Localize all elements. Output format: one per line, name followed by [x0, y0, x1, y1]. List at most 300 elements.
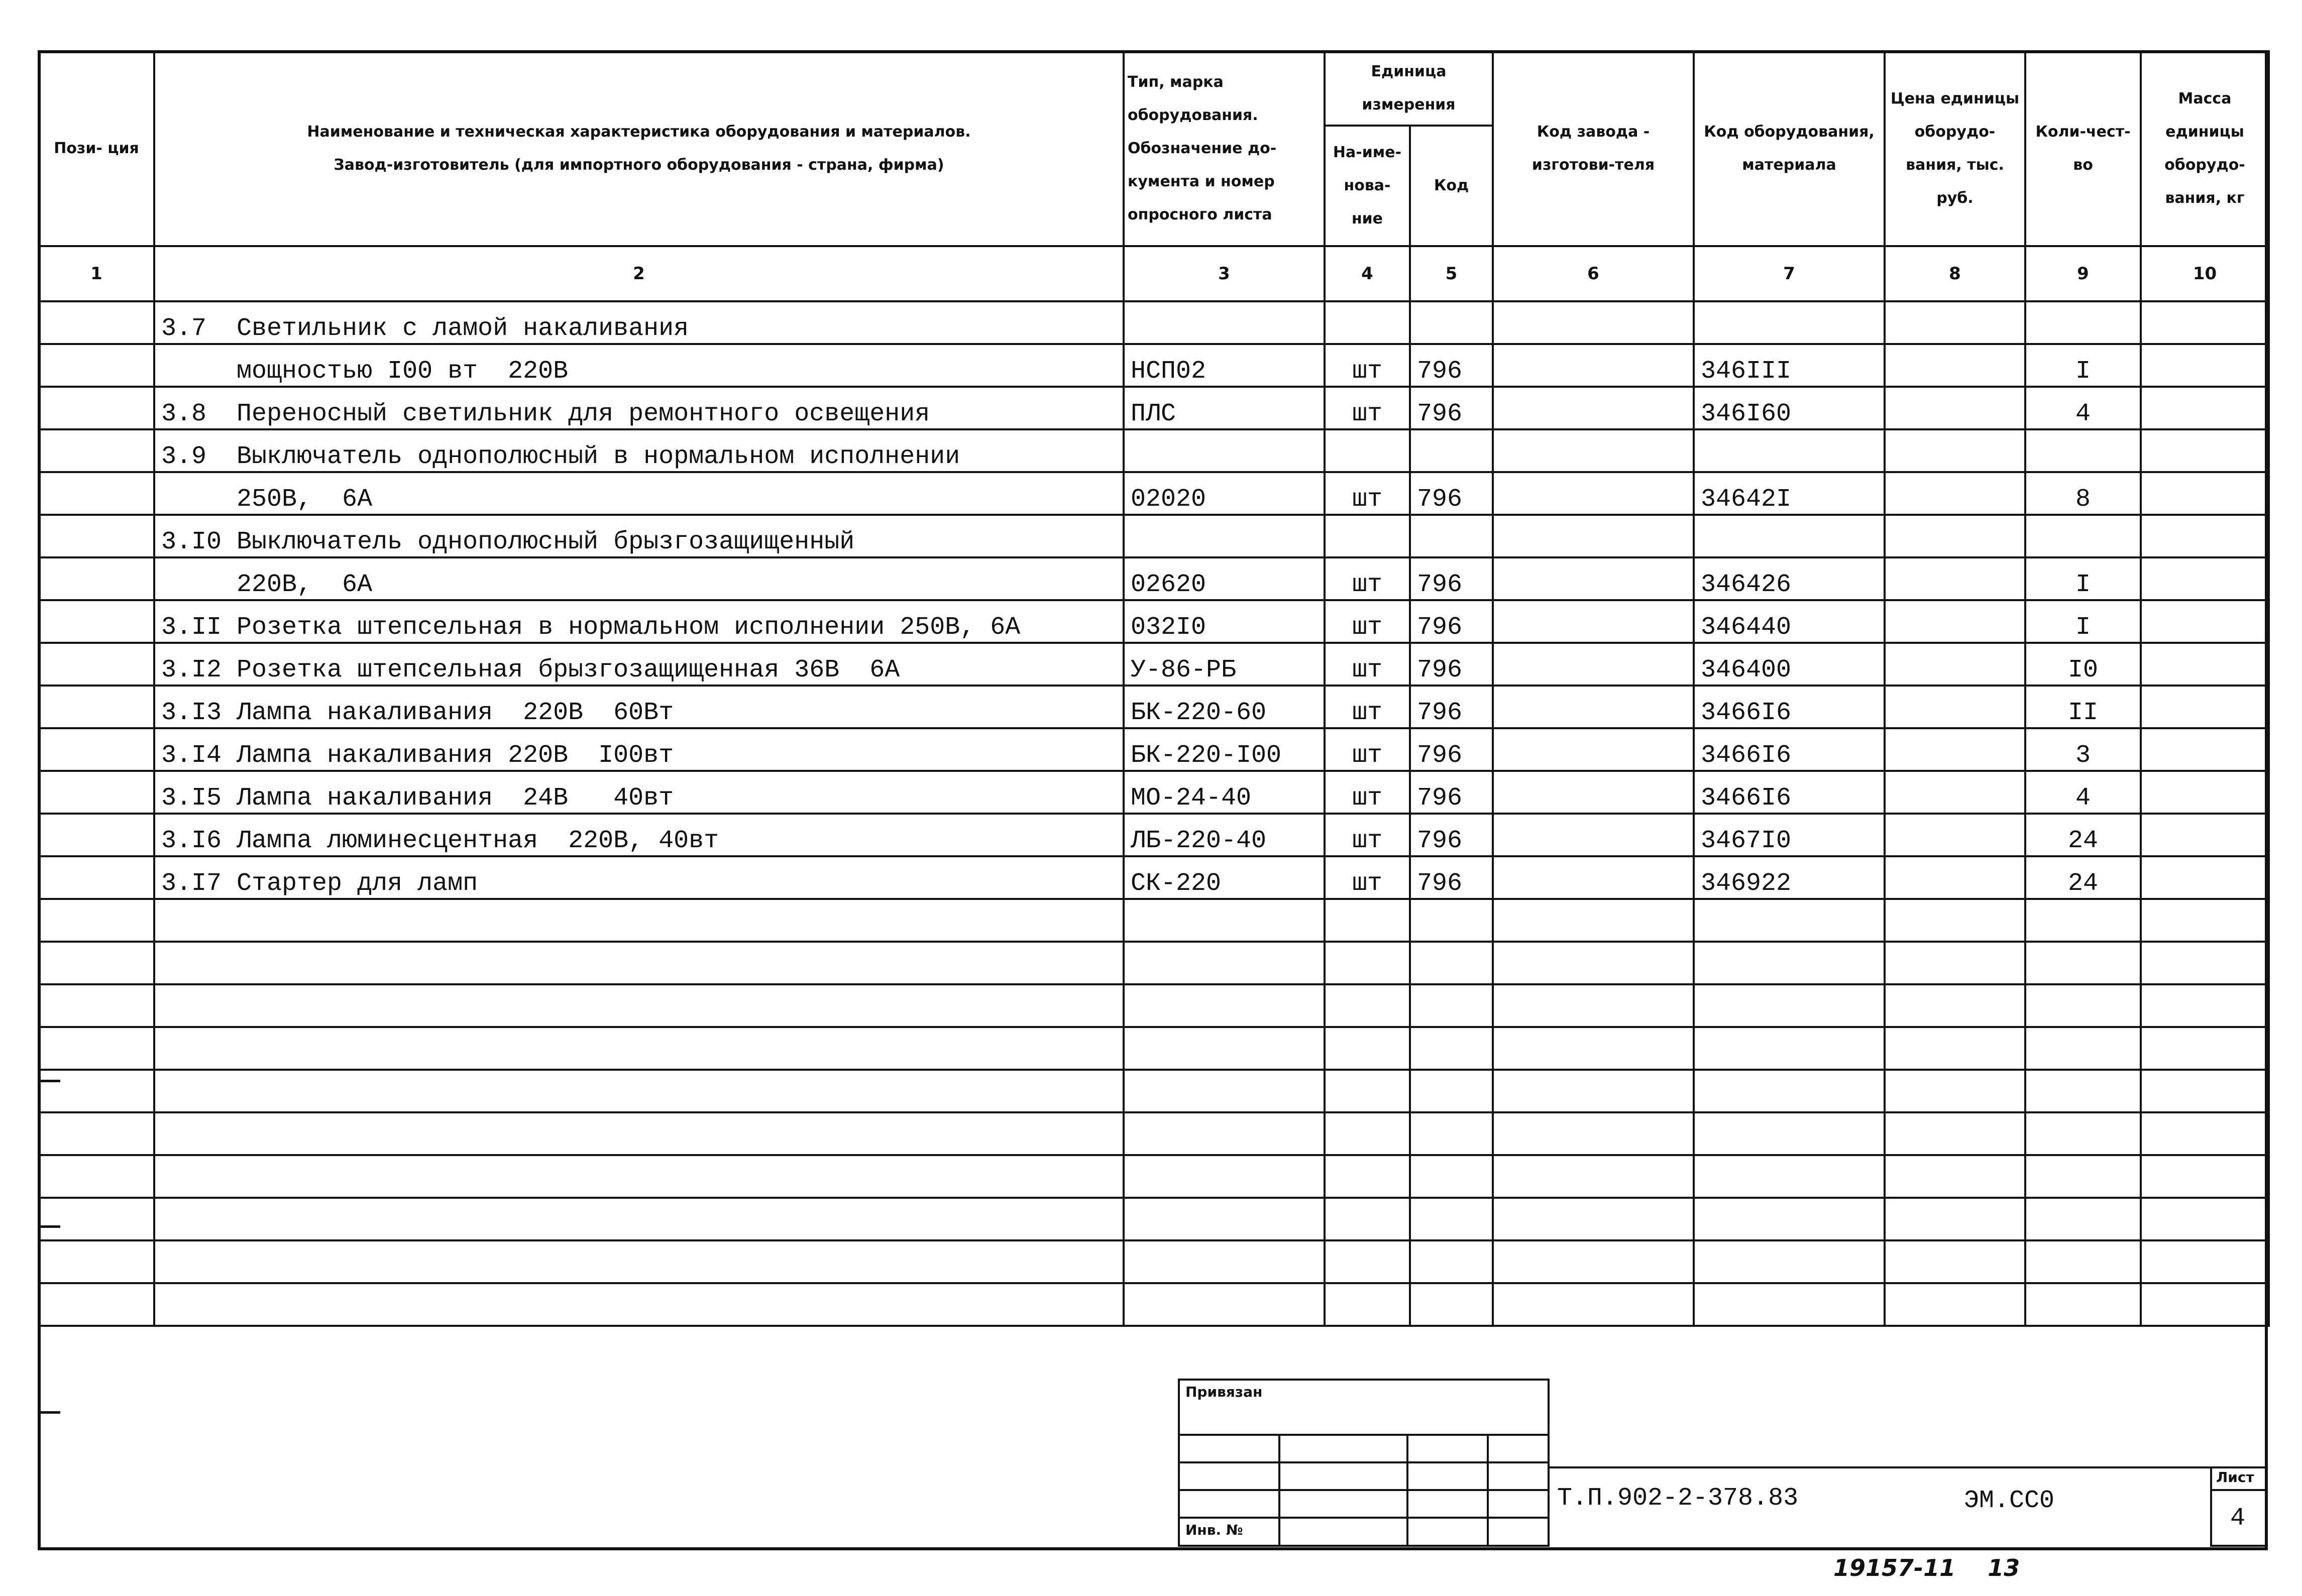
cell-mass	[2141, 557, 2269, 600]
cell-name: 220В, 6А	[154, 557, 1124, 600]
tb-line	[1178, 1489, 1550, 1491]
empty-cell	[2025, 984, 2141, 1027]
cell-code: 796	[1410, 643, 1493, 686]
sheet-number: 4	[2230, 1504, 2246, 1533]
cell-name: 3.I3 Лампа накаливания 220В 60Вт	[154, 686, 1124, 728]
cell-type: У-86-РБ	[1124, 643, 1325, 686]
cell-code: 796	[1410, 557, 1493, 600]
cell-name: 250В, 6А	[154, 472, 1124, 515]
empty-cell	[1885, 1112, 2025, 1155]
header-name-line1: Наименование и техническая характеристика оборудования и материалов.	[307, 123, 971, 141]
tb-line	[1278, 1434, 1280, 1547]
cell-name: 3.I2 Розетка штепсельная брызгозащищенная 36В 6А	[154, 643, 1124, 686]
cell-code: 796	[1410, 771, 1493, 814]
empty-cell	[1493, 899, 1694, 942]
cell-qty	[2025, 515, 2141, 557]
cell-name: 3.I7 Стартер для ламп	[154, 856, 1124, 899]
cell-type: МО-24-40	[1124, 771, 1325, 814]
empty-cell	[1124, 1198, 1325, 1240]
cell-fac	[1493, 814, 1694, 856]
cell-qty: 4	[2025, 387, 2141, 429]
tb-line	[1406, 1434, 1408, 1547]
cell-code	[1410, 429, 1493, 472]
cell-name: 3.I5 Лампа накаливания 24В 40вт	[154, 771, 1124, 814]
cell-pos	[39, 814, 154, 856]
cell-pos	[39, 387, 154, 429]
column-number-8: 8	[1885, 246, 2025, 301]
cell-pos	[39, 344, 154, 387]
cell-price	[1885, 686, 2025, 728]
empty-cell	[1325, 1112, 1410, 1155]
cell-fac	[1493, 344, 1694, 387]
cell-type: 02620	[1124, 557, 1325, 600]
empty-cell	[1410, 1198, 1493, 1240]
empty-cell	[39, 899, 154, 942]
empty-cell	[1493, 984, 1694, 1027]
table-row	[39, 771, 2269, 814]
cell-type: НСП02	[1124, 344, 1325, 387]
empty-cell	[1694, 1027, 1885, 1070]
empty-cell	[1325, 1283, 1410, 1326]
empty-cell	[154, 942, 1124, 984]
header-unit: Единица измерения	[1325, 51, 1493, 126]
empty-row	[39, 1198, 2269, 1240]
cell-name: 3.II Розетка штепсельная в нормальном исполнении 250В, 6А	[154, 600, 1124, 643]
tb-line	[1178, 1517, 1550, 1519]
table-row	[39, 856, 2269, 899]
empty-cell	[1694, 1155, 1885, 1198]
cell-price	[1885, 429, 2025, 472]
empty-cell	[2141, 1070, 2269, 1112]
header-type: Тип, марка оборудования. Обозначение до-кумента и номер опросного листа	[1124, 51, 1325, 246]
cell-mass	[2141, 771, 2269, 814]
cell-pos	[39, 600, 154, 643]
cell-qty	[2025, 429, 2141, 472]
empty-cell	[1124, 1155, 1325, 1198]
cell-mat: 346I60	[1694, 387, 1885, 429]
empty-cell	[1325, 1240, 1410, 1283]
cell-fac	[1493, 387, 1694, 429]
empty-cell	[39, 1070, 154, 1112]
empty-cell	[1124, 984, 1325, 1027]
empty-cell	[1325, 942, 1410, 984]
tb-line	[1178, 1461, 1550, 1463]
cell-pos	[39, 472, 154, 515]
table-row	[39, 429, 2269, 472]
column-number-1: 1	[39, 246, 154, 301]
column-number-2: 2	[154, 246, 1124, 301]
cell-mat: 346400	[1694, 643, 1885, 686]
empty-cell	[1694, 899, 1885, 942]
cell-mat: 3466I6	[1694, 686, 1885, 728]
margin-tick	[38, 1225, 60, 1228]
cell-unit: шт	[1325, 771, 1410, 814]
cell-fac	[1493, 429, 1694, 472]
cell-code: 796	[1410, 600, 1493, 643]
cell-qty	[2025, 301, 2141, 344]
empty-cell	[1410, 899, 1493, 942]
empty-cell	[39, 1027, 154, 1070]
cell-price	[1885, 600, 2025, 643]
empty-cell	[1493, 1027, 1694, 1070]
empty-cell	[2141, 942, 2269, 984]
table-row	[39, 686, 2269, 728]
empty-cell	[154, 1198, 1124, 1240]
empty-cell	[39, 942, 154, 984]
cell-pos	[39, 515, 154, 557]
cell-pos	[39, 686, 154, 728]
cell-fac	[1493, 643, 1694, 686]
cell-type	[1124, 515, 1325, 557]
empty-cell	[1885, 899, 2025, 942]
empty-cell	[1124, 899, 1325, 942]
cell-mass	[2141, 515, 2269, 557]
cell-code	[1410, 515, 1493, 557]
empty-cell	[1885, 1283, 2025, 1326]
empty-cell	[1124, 1283, 1325, 1326]
empty-cell	[2025, 1070, 2141, 1112]
cell-name: 3.I0 Выключатель однополюсный брызгозащищенный	[154, 515, 1124, 557]
cell-qty: I	[2025, 557, 2141, 600]
empty-cell	[2141, 1112, 2269, 1155]
cell-name: 3.I6 Лампа люминесцентная 220В, 40вт	[154, 814, 1124, 856]
cell-unit: шт	[1325, 728, 1410, 771]
cell-name: 3.8 Переносный светильник для ремонтного освещения	[154, 387, 1124, 429]
empty-cell	[1694, 1112, 1885, 1155]
cell-qty: 3	[2025, 728, 2141, 771]
empty-cell	[1885, 1070, 2025, 1112]
cell-price	[1885, 557, 2025, 600]
empty-cell	[1325, 1027, 1410, 1070]
empty-cell	[1325, 1070, 1410, 1112]
empty-cell	[1493, 1112, 1694, 1155]
cell-qty: I	[2025, 344, 2141, 387]
empty-cell	[1410, 1283, 1493, 1326]
empty-cell	[1410, 984, 1493, 1027]
empty-row	[39, 1112, 2269, 1155]
cell-type: ПЛС	[1124, 387, 1325, 429]
cell-price	[1885, 856, 2025, 899]
header-quantity: Коли-чест-во	[2025, 51, 2141, 246]
empty-cell	[2141, 1198, 2269, 1240]
cell-pos	[39, 301, 154, 344]
empty-cell	[2025, 1027, 2141, 1070]
empty-cell	[154, 1112, 1124, 1155]
cell-price	[1885, 472, 2025, 515]
cell-mass	[2141, 600, 2269, 643]
cell-price	[1885, 344, 2025, 387]
empty-cell	[1493, 1155, 1694, 1198]
empty-cell	[1885, 942, 2025, 984]
cell-unit: шт	[1325, 472, 1410, 515]
empty-cell	[39, 1198, 154, 1240]
cell-pos	[39, 771, 154, 814]
cell-code: 796	[1410, 728, 1493, 771]
table-body	[39, 301, 2269, 1326]
empty-cell	[39, 984, 154, 1027]
cell-code: 796	[1410, 472, 1493, 515]
cell-qty: I0	[2025, 643, 2141, 686]
cell-qty: 4	[2025, 771, 2141, 814]
sheet-label: Лист	[2216, 1469, 2254, 1486]
empty-row	[39, 899, 2269, 942]
empty-cell	[2141, 899, 2269, 942]
empty-cell	[2025, 942, 2141, 984]
empty-cell	[1124, 942, 1325, 984]
cell-qty: I	[2025, 600, 2141, 643]
cell-unit: шт	[1325, 814, 1410, 856]
cell-price	[1885, 301, 2025, 344]
cell-type	[1124, 301, 1325, 344]
cell-fac	[1493, 557, 1694, 600]
empty-cell	[1410, 1070, 1493, 1112]
empty-cell	[1493, 1283, 1694, 1326]
column-number-7: 7	[1694, 246, 1885, 301]
cell-price	[1885, 515, 2025, 557]
cell-name: 3.9 Выключатель однополюсный в нормальном исполнении	[154, 429, 1124, 472]
empty-row	[39, 1240, 2269, 1283]
empty-cell	[1410, 942, 1493, 984]
empty-cell	[1885, 984, 2025, 1027]
cell-pos	[39, 557, 154, 600]
cell-type: СК-220	[1124, 856, 1325, 899]
header-factory-code: Код завода - изготови-теля	[1493, 51, 1694, 246]
cell-name: 3.7 Светильник с ламой накаливания	[154, 301, 1124, 344]
column-number-9: 9	[2025, 246, 2141, 301]
specification-table	[38, 50, 2270, 1327]
empty-cell	[2141, 984, 2269, 1027]
column-number-4: 4	[1325, 246, 1410, 301]
cell-pos	[39, 429, 154, 472]
privyazan-label: Привязан	[1185, 1384, 1263, 1400]
cell-mass	[2141, 728, 2269, 771]
empty-cell	[1885, 1198, 2025, 1240]
cell-type: БК-220-I00	[1124, 728, 1325, 771]
cell-qty: 24	[2025, 856, 2141, 899]
cell-mat: 3466I6	[1694, 771, 1885, 814]
column-number-5: 5	[1410, 246, 1493, 301]
cell-code: 796	[1410, 344, 1493, 387]
column-number-row	[39, 246, 2269, 301]
empty-cell	[39, 1240, 154, 1283]
empty-cell	[1124, 1240, 1325, 1283]
cell-price	[1885, 814, 2025, 856]
cell-code: 796	[1410, 387, 1493, 429]
cell-code: 796	[1410, 686, 1493, 728]
cell-mat: 346III	[1694, 344, 1885, 387]
table-row	[39, 814, 2269, 856]
empty-cell	[1410, 1240, 1493, 1283]
cell-name: мощностью I00 вт 220В	[154, 344, 1124, 387]
empty-cell	[154, 1155, 1124, 1198]
cell-mass	[2141, 344, 2269, 387]
cell-qty: II	[2025, 686, 2141, 728]
cell-mat	[1694, 429, 1885, 472]
cell-type: БК-220-60	[1124, 686, 1325, 728]
cell-unit: шт	[1325, 643, 1410, 686]
empty-cell	[1694, 1198, 1885, 1240]
cell-mass	[2141, 472, 2269, 515]
cell-unit	[1325, 301, 1410, 344]
tb-line	[1487, 1434, 1489, 1547]
empty-cell	[39, 1112, 154, 1155]
margin-tick	[38, 1411, 60, 1414]
empty-cell	[2025, 1155, 2141, 1198]
empty-cell	[1493, 1198, 1694, 1240]
empty-cell	[1885, 1240, 2025, 1283]
empty-cell	[1124, 1027, 1325, 1070]
cell-fac	[1493, 515, 1694, 557]
empty-cell	[154, 1240, 1124, 1283]
empty-row	[39, 1155, 2269, 1198]
cell-pos	[39, 643, 154, 686]
cell-mat: 34642I	[1694, 472, 1885, 515]
table-row	[39, 472, 2269, 515]
empty-cell	[1410, 1112, 1493, 1155]
cell-price	[1885, 771, 2025, 814]
empty-cell	[2025, 1283, 2141, 1326]
header-position: Пози- ция	[39, 51, 154, 246]
empty-cell	[1694, 1240, 1885, 1283]
table-row	[39, 515, 2269, 557]
empty-cell	[1124, 1070, 1325, 1112]
empty-cell	[2141, 1155, 2269, 1198]
empty-cell	[1410, 1155, 1493, 1198]
footer-handwritten-note: 19157-11 13	[1833, 1554, 2020, 1581]
cell-type: ЛБ-220-40	[1124, 814, 1325, 856]
header-unit-name: На-име-нова-ние	[1325, 126, 1410, 246]
cell-pos	[39, 728, 154, 771]
cell-qty: 8	[2025, 472, 2141, 515]
cell-type: 02020	[1124, 472, 1325, 515]
cell-mat: 346426	[1694, 557, 1885, 600]
empty-cell	[1493, 1240, 1694, 1283]
cell-price	[1885, 643, 2025, 686]
empty-cell	[1694, 1070, 1885, 1112]
header-equipment-code: Код оборудования, материала	[1694, 51, 1885, 246]
tb-line	[2210, 1489, 2268, 1491]
table-row	[39, 387, 2269, 429]
cell-mass	[2141, 643, 2269, 686]
cell-type: 032I0	[1124, 600, 1325, 643]
cell-unit	[1325, 515, 1410, 557]
empty-cell	[154, 1283, 1124, 1326]
header-name	[154, 51, 1124, 246]
empty-cell	[154, 1027, 1124, 1070]
column-number-3: 3	[1124, 246, 1325, 301]
cell-unit: шт	[1325, 557, 1410, 600]
cell-mass	[2141, 301, 2269, 344]
cell-mat: 3467I0	[1694, 814, 1885, 856]
cell-fac	[1493, 771, 1694, 814]
empty-cell	[1694, 1283, 1885, 1326]
column-number-6: 6	[1493, 246, 1694, 301]
empty-row	[39, 1070, 2269, 1112]
table-row	[39, 557, 2269, 600]
cell-price	[1885, 728, 2025, 771]
cell-fac	[1493, 686, 1694, 728]
empty-cell	[154, 899, 1124, 942]
cell-fac	[1493, 301, 1694, 344]
empty-cell	[2025, 899, 2141, 942]
table-row	[39, 301, 2269, 344]
header-mass: Масса единицы оборудо-вания, кг	[2141, 51, 2269, 246]
cell-pos	[39, 856, 154, 899]
table-row	[39, 344, 2269, 387]
cell-mass	[2141, 814, 2269, 856]
empty-cell	[1885, 1027, 2025, 1070]
empty-cell	[1325, 984, 1410, 1027]
empty-cell	[2025, 1112, 2141, 1155]
empty-cell	[1410, 1027, 1493, 1070]
empty-cell	[1694, 984, 1885, 1027]
cell-code	[1410, 301, 1493, 344]
header-price: Цена единицы оборудо-вания, тыс. руб.	[1885, 51, 2025, 246]
empty-cell	[2141, 1027, 2269, 1070]
empty-row	[39, 942, 2269, 984]
empty-cell	[154, 984, 1124, 1027]
cell-code: 796	[1410, 856, 1493, 899]
empty-cell	[1493, 1070, 1694, 1112]
cell-unit: шт	[1325, 600, 1410, 643]
inventory-number-label: Инв. №	[1185, 1522, 1243, 1538]
table-row	[39, 600, 2269, 643]
cell-mat	[1694, 301, 1885, 344]
document-mark: ЭМ.СС0	[1964, 1487, 2055, 1515]
cell-name: 3.I4 Лампа накаливания 220В I00вт	[154, 728, 1124, 771]
empty-row	[39, 1283, 2269, 1326]
table-row	[39, 643, 2269, 686]
empty-cell	[1325, 1198, 1410, 1240]
column-number-10: 10	[2141, 246, 2269, 301]
tb-line	[1178, 1434, 1550, 1436]
empty-cell	[39, 1155, 154, 1198]
empty-cell	[1885, 1155, 2025, 1198]
empty-cell	[39, 1283, 154, 1326]
header-unit-code: Код	[1410, 126, 1493, 246]
empty-row	[39, 984, 2269, 1027]
cell-code: 796	[1410, 814, 1493, 856]
cell-mat: 3466I6	[1694, 728, 1885, 771]
empty-cell	[1325, 1155, 1410, 1198]
cell-unit: шт	[1325, 344, 1410, 387]
cell-unit	[1325, 429, 1410, 472]
empty-cell	[1493, 942, 1694, 984]
empty-cell	[1694, 942, 1885, 984]
cell-mass	[2141, 429, 2269, 472]
empty-cell	[2025, 1240, 2141, 1283]
empty-row	[39, 1027, 2269, 1070]
cell-mat: 346922	[1694, 856, 1885, 899]
cell-unit: шт	[1325, 686, 1410, 728]
cell-mass	[2141, 686, 2269, 728]
empty-cell	[2025, 1198, 2141, 1240]
cell-mass	[2141, 387, 2269, 429]
cell-fac	[1493, 856, 1694, 899]
cell-unit: шт	[1325, 387, 1410, 429]
cell-fac	[1493, 600, 1694, 643]
empty-cell	[1325, 899, 1410, 942]
cell-type	[1124, 429, 1325, 472]
header-maker-line2: Завод-изготовитель (для импортного оборудования - страна, фирма)	[334, 156, 944, 174]
cell-mass	[2141, 856, 2269, 899]
table-row	[39, 728, 2269, 771]
tb-line	[1550, 1466, 2268, 1468]
cell-fac	[1493, 728, 1694, 771]
cell-unit: шт	[1325, 856, 1410, 899]
empty-cell	[2141, 1283, 2269, 1326]
cell-qty: 24	[2025, 814, 2141, 856]
